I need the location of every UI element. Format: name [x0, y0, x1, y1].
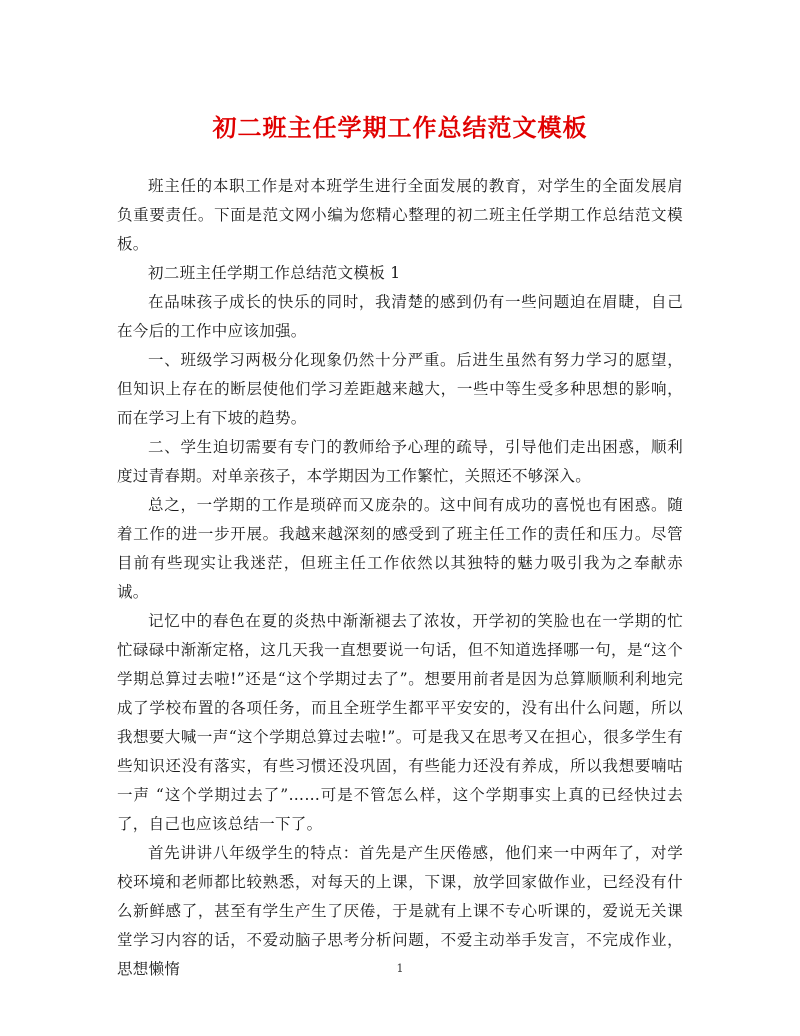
body-paragraph: 二、学生迫切需要有专门的教师给予心理的疏导，引导他们走出困惑，顺利度过青春期。对单亲孩子，本学期因为工作繁忙，关照还不够深入。 [117, 438, 683, 485]
body-paragraph: 记忆中的春色在夏的炎热中渐渐褪去了浓妆，开学初的笑脸也在一学期的忙忙碌碌中渐渐定格，这几天我一直想要说一句话，但不知道选择哪一句，是“这个学期总算过去啦!”还是“这个学期过去了”。想要用前者是因为总算顺顺利利地完成了学校布置的各项任务，而且全班学生都平平安安的，没有出什么问题，所以我想要大喊一声“这个学期总算过去啦!”。可是我又在思考又在担心，很多学生有些知识还没有落实，有些习惯还没巩固，有些能力还没有养成，所以我想要喃咕一声 “这个学期过去了”……可是不管怎么样，这个学期事实上真的已经快过去了，自己也应该总结一下了。 [117, 612, 683, 833]
body-paragraph: 一、班级学习两极分化现象仍然十分严重。后进生虽然有努力学习的愿望，但知识上存在的断层使他们学习差距越来越大，一些中等生受多种思想的影响，而在学习上有下坡的趋势。 [117, 351, 683, 427]
intro-paragraph: 班主任的本职工作是对本班学生进行全面发展的教育，对学生的全面发展肩负重要责任。下面是范文网小编为您精心整理的初二班主任学期工作总结范文模板。 [117, 177, 683, 253]
document-body [117, 172, 683, 984]
document-title: 初二班主任学期工作总结范文模板 [212, 114, 588, 142]
section-heading: 初二班主任学期工作总结范文模板 1 [148, 264, 401, 282]
body-paragraph: 首先讲讲八年级学生的特点：首先是产生厌倦感，他们来一中两年了，对学校环境和老师都比较熟悉，对每天的上课，下课，放学回家做作业，已经没有什么新鲜感了，甚至有学生产生了厌倦，于是就有上课不专心听课的，爱说无关课堂学习内容的话，不爱动脑子思考分析问题，不爱主动举手发言，不完成作业，思想懒惰 [117, 844, 683, 978]
body-paragraph: 在品味孩子成长的快乐的同时，我清楚的感到仍有一些问题迫在眉睫，自己在今后的工作中应该加强。 [117, 293, 683, 340]
body-paragraph: 总之，一学期的工作是琐碎而又庞杂的。这中间有成功的喜悦也有困惑。随着工作的进一步开展。我越来越深刻的感受到了班主任工作的责任和压力。尽管目前有些现实让我迷茫，但班主任工作依然以其独特的魅力吸引我为之奉献赤诚。 [117, 496, 683, 601]
page-number: 1 [396, 962, 404, 975]
